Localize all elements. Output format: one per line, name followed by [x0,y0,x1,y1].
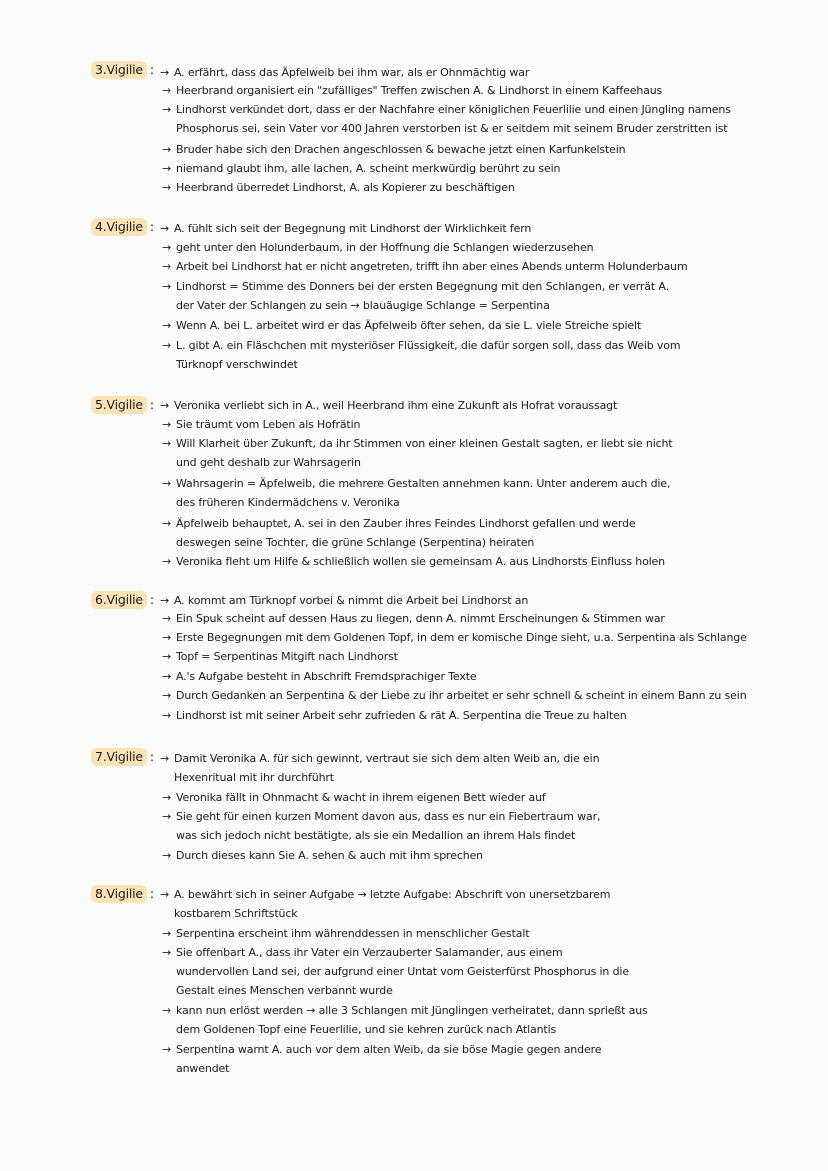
section-heading: 3.Vigilie : [95,62,154,77]
section-heading: 4.Vigilie : [95,219,154,234]
list-item: → Lindhorst verkündet dort, dass er der Nachfahre einer königlichen Feuerlilie und einen Jüngling namens Phosphorus sei, sein Vater vor 400 Jahren verstorben ist & er seitdem mit seinem Bruder zerstritten ist [162,100,822,138]
list-item: → Heerbrand organisiert ein "zufälliges" Treffen zwischen A. & Lindhorst in einem Kaffeehaus [162,81,822,100]
arrow-icon: → [162,849,172,862]
arrow-icon: → [160,752,170,765]
list-item: → Erste Begegnungen mit dem Goldenen Topf, in dem er komische Dinge sieht, u.a. Serpentina als Schlange [162,628,822,647]
section-heading: 7.Vigilie : [95,749,154,764]
list-item: → Heerbrand überredet Lindhorst, A. als Kopierer zu beschäftigen [162,178,822,197]
list-item: → Damit Veronika A. für sich gewinnt, vertraut sie sich dem alten Weib an, die ein Hexenritual mit ihr durchführt [160,749,820,787]
section-heading: 5.Vigilie : [95,397,154,412]
arrow-icon: → [162,437,172,450]
heading-label: 5.Vigilie [91,396,147,414]
arrow-icon: → [162,810,172,823]
list-item: → Veronika fällt in Ohnmacht & wacht in ihrem eigenen Bett wieder auf [162,788,822,807]
arrow-icon: → [162,103,172,116]
arrow-icon: → [162,670,172,683]
list-item: → Sie offenbart A., dass ihr Vater ein Verzauberter Salamander, aus einem wundervollen Land sei, der aufgrund einer Untat vom Geisterfürst Phosphorus in die Gestalt eines Menschen verbannt wurde [162,943,822,1000]
arrow-icon: → [160,222,170,235]
arrow-icon: → [162,1004,172,1017]
arrow-icon: → [162,260,172,273]
list-item: → Serpentina warnt A. auch vor dem alten Weib, da sie böse Magie gegen andere anwendet [162,1040,822,1078]
arrow-icon: → [162,946,172,959]
list-item: → Sie träumt vom Leben als Hofrätin [162,415,822,434]
arrow-icon: → [162,927,172,940]
list-item: → Sie geht für einen kurzen Moment davon aus, dass es nur ein Fiebertraum war, was sich jedoch nicht bestätigte, als sie ein Medallion an ihrem Hals findet [162,807,822,845]
list-item: → Äpfelweib behauptet, A. sei in den Zauber ihres Feindes Lindhorst gefallen und werde deswegen seine Tochter, die grüne Schlange (Serpentina) heiraten [162,514,822,552]
arrow-icon: → [162,280,172,293]
list-item: → Serpentina erscheint ihm währenddessen in menschlicher Gestalt [162,924,822,943]
list-item: → Ein Spuk scheint auf dessen Haus zu liegen, denn A. nimmt Erscheinungen & Stimmen war [162,609,822,628]
list-item: → Durch dieses kann Sie A. sehen & auch mit ihm sprechen [162,846,822,865]
arrow-icon: → [160,594,170,607]
arrow-icon: → [162,241,172,254]
heading-label: 4.Vigilie [91,218,147,236]
section-heading: 6.Vigilie : [95,592,154,607]
list-item: → A. erfährt, dass das Äpfelweib bei ihm war, als er Ohnmächtig war [160,63,820,82]
list-item: → Topf = Serpentinas Mitgift nach Lindhorst [162,647,822,666]
arrow-icon: → [162,517,172,530]
arrow-icon: → [162,477,172,490]
arrow-icon: → [162,84,172,97]
list-item: → kann nun erlöst werden → alle 3 Schlangen mit Jünglingen verheiratet, dann sprießt aus dem Goldenen Topf eine Feuerlilie, und sie kehren zurück nach Atlantis [162,1001,822,1039]
list-item: → A.'s Aufgabe besteht in Abschrift Fremdsprachiger Texte [162,667,822,686]
arrow-icon: → [160,399,170,412]
list-item: → Lindhorst ist mit seiner Arbeit sehr zufrieden & rät A. Serpentina die Treue zu halten [162,706,822,725]
arrow-icon: → [162,162,172,175]
list-item: → Lindhorst = Stimme des Donners bei der ersten Begegnung mit den Schlangen, er verrät A. der Vater der Schlangen zu sein → blauäugige Schlange = Serpentina [162,277,822,315]
list-item: → Veronika verliebt sich in A., weil Heerbrand ihm eine Zukunft als Hofrat voraussagt [160,396,820,415]
heading-label: 3.Vigilie [91,61,147,79]
arrow-icon: → [162,791,172,804]
list-item: → A. fühlt sich seit der Begegnung mit Lindhorst der Wirklichkeit fern [160,219,820,238]
heading-label: 7.Vigilie [91,748,147,766]
list-item: → Bruder habe sich den Drachen angeschlossen & bewache jetzt einen Karfunkelstein [162,140,822,159]
arrow-icon: → [162,181,172,194]
arrow-icon: → [162,143,172,156]
list-item: → A. kommt am Türknopf vorbei & nimmt die Arbeit bei Lindhorst an [160,591,820,610]
list-item: → Veronika fleht um Hilfe & schließlich wollen sie gemeinsam A. aus Lindhorsts Einfluss holen [162,552,822,571]
arrow-icon: → [162,555,172,568]
list-item: → Wahrsagerin = Äpfelweib, die mehrere Gestalten annehmen kann. Unter anderem auch die, des früheren Kindermädchens v. Veronika [162,474,822,512]
arrow-icon: → [162,319,172,332]
arrow-icon: → [162,339,172,352]
section-heading: 8.Vigilie : [95,886,154,901]
list-item: → Wenn A. bei L. arbeitet wird er das Äpfelweib öfter sehen, da sie L. viele Streiche spielt [162,316,822,335]
list-item: → Will Klarheit über Zukunft, da ihr Stimmen von einer kleinen Gestalt sagten, er liebt sie nicht und geht deshalb zur Wahrsagerin [162,434,822,472]
arrow-icon: → [162,650,172,663]
arrow-icon: → [162,418,172,431]
list-item: → Durch Gedanken an Serpentina & der Liebe zu ihr arbeitet er sehr schnell & scheint in einem Bann zu sein [162,686,822,705]
arrow-icon: → [162,631,172,644]
arrow-icon: → [160,66,170,79]
list-item: → A. bewährt sich in seiner Aufgabe → letzte Aufgabe: Abschrift von unersetzbarem kostbarem Schriftstück [160,885,820,923]
arrow-icon: → [162,1043,172,1056]
arrow-icon: → [162,689,172,702]
heading-label: 6.Vigilie [91,591,147,609]
list-item: → niemand glaubt ihm, alle lachen, A. scheint merkwürdig berührt zu sein [162,159,822,178]
heading-label: 8.Vigilie [91,885,147,903]
list-item: → Arbeit bei Lindhorst hat er nicht angetreten, trifft ihn aber eines Abends unterm Holunderbaum [162,257,822,276]
list-item: → L. gibt A. ein Fläschchen mit mysteriöser Flüssigkeit, die dafür sorgen soll, dass das Weib vom Türknopf verschwindet [162,336,822,374]
arrow-icon: → [162,709,172,722]
arrow-icon: → [160,888,170,901]
arrow-icon: → [162,612,172,625]
list-item: → geht unter den Holunderbaum, in der Hoffnung die Schlangen wiederzusehen [162,238,822,257]
